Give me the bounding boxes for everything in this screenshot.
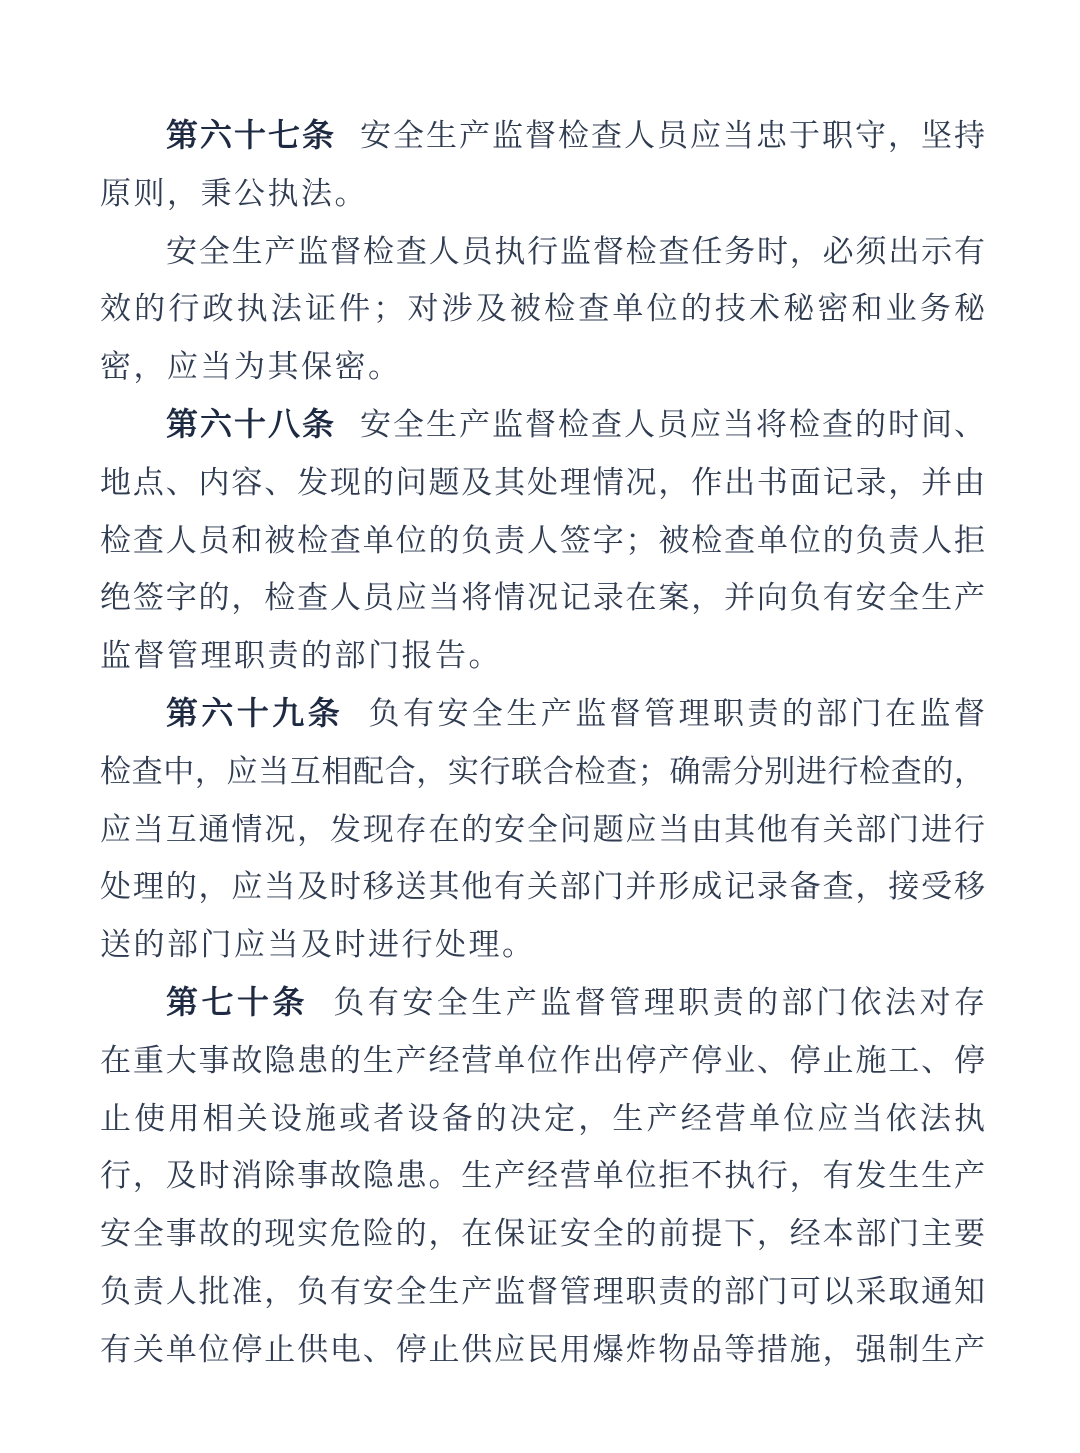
- paragraph: [100, 685, 985, 974]
- text-line: 止使用相关设施或者设备的决定，生产经营单位应当依法执: [100, 1100, 985, 1136]
- label-gap: [336, 434, 358, 435]
- text-line: 绝签字的，检查人员应当将情况记录在案，并向负有安全生产: [100, 580, 985, 616]
- text-line: 密，应当为其保密。: [100, 349, 402, 385]
- label-gap: [308, 1012, 330, 1013]
- text-line: 送的部门应当及时进行处理。: [100, 927, 536, 963]
- article-number: 第六十八条: [166, 405, 336, 442]
- text-line: 第六十八条 安全生产监督检查人员应当将检查的时间、: [166, 405, 985, 442]
- article-number: 第七十条: [166, 983, 308, 1020]
- paragraph: [100, 223, 985, 396]
- article-number: 第六十九条: [166, 694, 344, 731]
- text-line: 原则，秉公执法。: [100, 175, 368, 211]
- text-line: 安全事故的现实危险的，在保证安全的前提下，经本部门主要: [100, 1216, 985, 1252]
- text-line: 安全生产监督检查人员执行监督检查任务时，必须出示有: [166, 233, 985, 269]
- label-gap: [343, 723, 365, 724]
- text-line: 在重大事故隐患的生产经营单位作出停产停业、停止施工、停: [100, 1042, 985, 1078]
- text-line: 监督管理职责的部门报告。: [100, 638, 502, 674]
- text-line: 应当互通情况，发现存在的安全问题应当由其他有关部门进行: [100, 811, 985, 847]
- text-line: 负责人批准，负有安全生产监督管理职责的部门可以采取通知: [100, 1273, 985, 1309]
- text-line: 有关单位停止供电、停止供应民用爆炸物品等措施，强制生产: [100, 1331, 985, 1367]
- paragraph: [100, 396, 985, 685]
- article-text-block: [100, 107, 985, 1379]
- paragraph: [100, 107, 985, 223]
- text-line: 地点、内容、发现的问题及其处理情况，作出书面记录，并由: [100, 464, 985, 500]
- text-line: 第六十七条 安全生产监督检查人员应当忠于职守，坚持: [166, 117, 985, 153]
- article-number: 第六十七条: [166, 117, 336, 153]
- text-line: 第七十条 负有安全生产监督管理职责的部门依法对存: [166, 983, 985, 1020]
- text-line: 行，及时消除事故隐患。生产经营单位拒不执行，有发生生产: [100, 1158, 985, 1194]
- text-line: 检查人员和被检查单位的负责人签字；被检查单位的负责人拒: [100, 522, 985, 558]
- paragraph: [100, 974, 985, 1379]
- text-line: 检查中，应当互相配合，实行联合检查；确需分别进行检查的，: [100, 753, 985, 789]
- text-line: 处理的，应当及时移送其他有关部门并形成记录备查，接受移: [100, 869, 985, 905]
- label-gap: [336, 145, 358, 146]
- text-line: 效的行政执法证件；对涉及被检查单位的技术秘密和业务秘: [100, 291, 985, 327]
- text-line: 第六十九条 负有安全生产监督管理职责的部门在监督: [166, 694, 985, 731]
